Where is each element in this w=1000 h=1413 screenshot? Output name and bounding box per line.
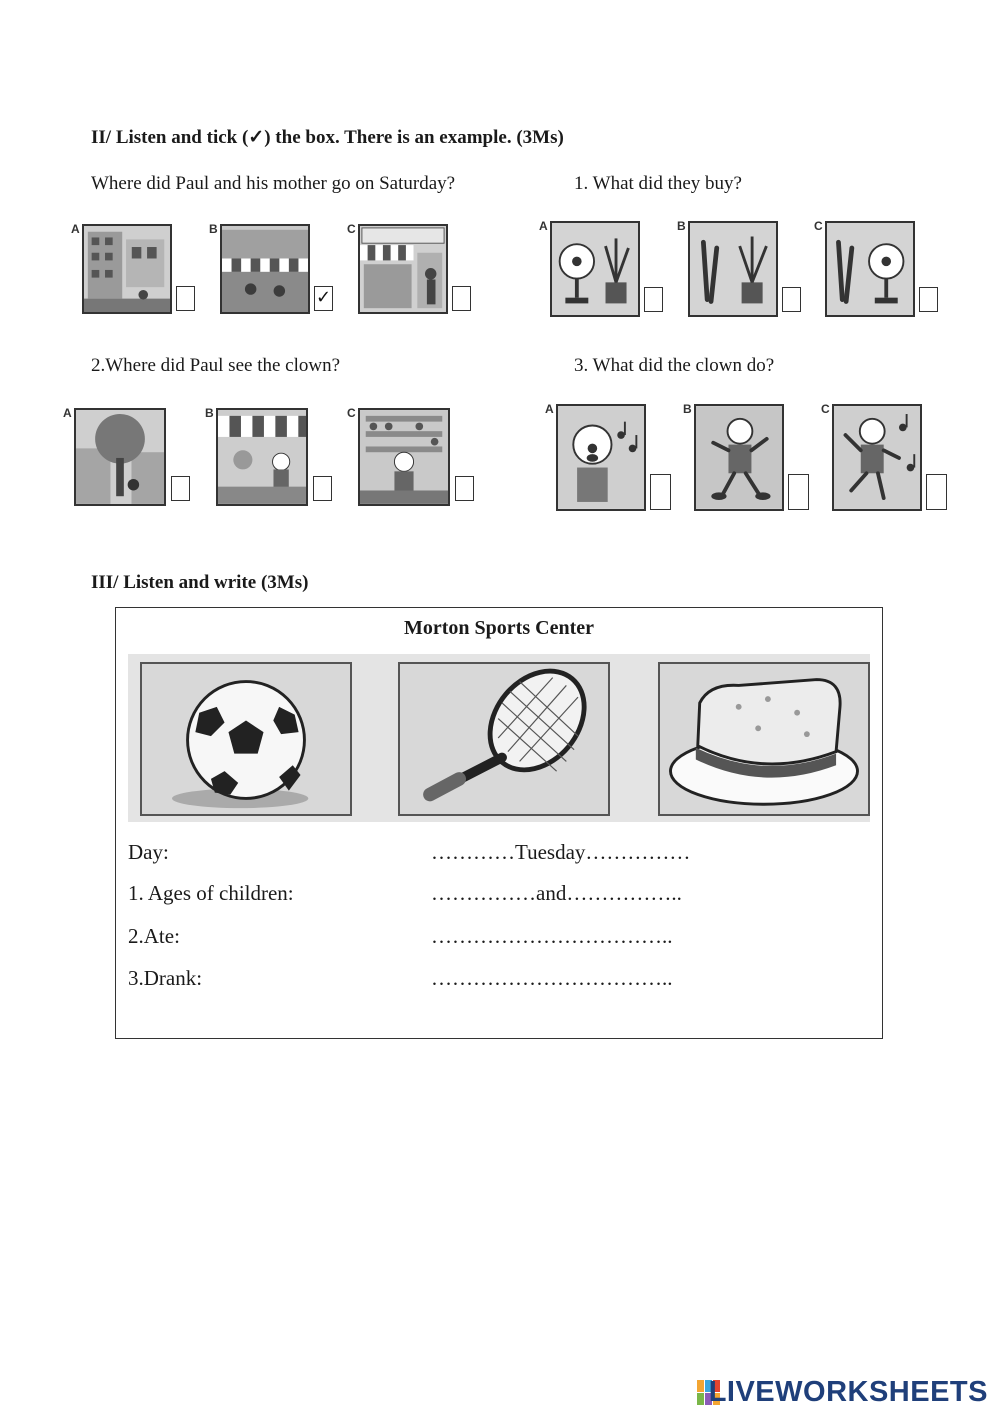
image-strip	[128, 654, 870, 822]
market-stall-clown-image	[216, 408, 308, 506]
option-letter: C	[821, 402, 830, 416]
question-2-text: 2.Where did Paul see the clown?	[91, 355, 341, 376]
football-icon	[140, 662, 352, 816]
brand-logo-text[interactable]: LIVEWORKSHEETS	[708, 1376, 988, 1408]
section-2-heading: II/ Listen and tick (✓) the box. There is an example. (3Ms)	[91, 127, 564, 148]
tick-box[interactable]	[313, 476, 332, 501]
sandwich-icon	[658, 662, 870, 816]
option-letter: B	[209, 222, 218, 236]
option-letter: B	[205, 406, 214, 420]
clown-walk-image	[694, 404, 784, 511]
tick-box[interactable]	[452, 286, 471, 311]
tick-box[interactable]	[926, 474, 947, 510]
clown-sing-image	[556, 404, 646, 511]
row-day-value[interactable]: …………Tuesday……………	[431, 840, 691, 864]
tick-box[interactable]	[171, 476, 190, 501]
option-letter: A	[63, 406, 72, 420]
row-day-label: Day:	[128, 840, 169, 864]
question-example-text: Where did Paul and his mother go on Saturday?	[91, 173, 456, 194]
row-ate-value[interactable]: ……………………………..	[431, 924, 673, 948]
option-letter: A	[71, 222, 80, 236]
tick-box[interactable]	[782, 287, 801, 312]
option-letter: C	[347, 406, 356, 420]
question-1-text: 1. What did they buy?	[574, 173, 742, 194]
option-letter: A	[545, 402, 554, 416]
tick-box[interactable]	[788, 474, 809, 510]
tennis-racket-icon	[398, 662, 610, 816]
shop-fronts-image	[358, 224, 448, 314]
market-stalls-image	[220, 224, 310, 314]
option-letter: B	[677, 219, 686, 233]
shops-street-image	[82, 224, 172, 314]
row-drank-value[interactable]: ……………………………..	[431, 966, 673, 990]
park-tree-image	[74, 408, 166, 506]
tick-box[interactable]	[650, 474, 671, 510]
box-title: Morton Sports Center	[404, 617, 594, 639]
option-letter: C	[347, 222, 356, 236]
tick-box[interactable]	[644, 287, 663, 312]
tick-box[interactable]	[176, 286, 195, 311]
tick-box-checked[interactable]: ✓	[314, 286, 333, 311]
sports-center-box	[115, 607, 883, 1039]
section-3-heading: III/ Listen and write (3Ms)	[91, 572, 309, 593]
shop-clown-image	[358, 408, 450, 506]
fan-and-plant-image	[550, 221, 640, 317]
tick-box[interactable]	[919, 287, 938, 312]
row-ages-value[interactable]: ……………and……………..	[431, 881, 682, 905]
row-ages-label: 1. Ages of children:	[128, 881, 294, 905]
question-3-text: 3. What did the clown do?	[574, 355, 775, 376]
brushes-and-fan-image	[825, 221, 915, 317]
row-ate-label: 2.Ate:	[128, 924, 180, 948]
option-letter: C	[814, 219, 823, 233]
tick-box[interactable]	[455, 476, 474, 501]
clown-dance-image	[832, 404, 922, 511]
option-letter: B	[683, 402, 692, 416]
row-drank-label: 3.Drank:	[128, 966, 203, 990]
brushes-and-plant-image	[688, 221, 778, 317]
option-letter: A	[539, 219, 548, 233]
